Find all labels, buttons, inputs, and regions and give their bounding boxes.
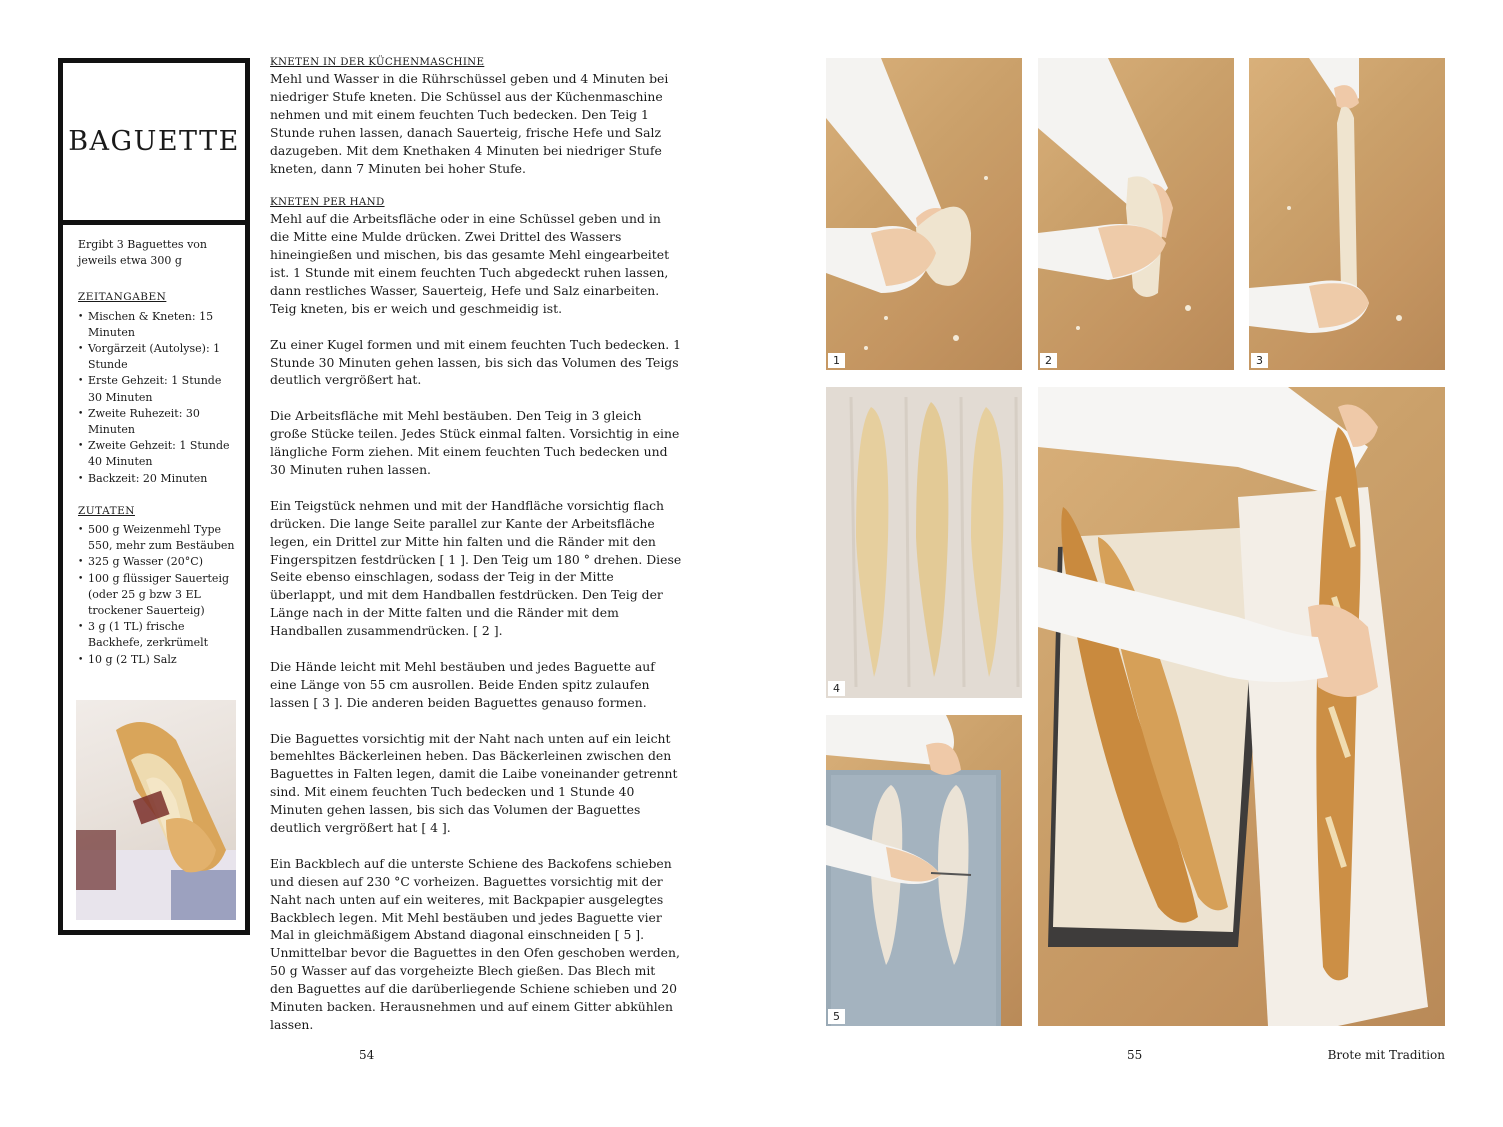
method-paragraph: Ein Backblech auf die unterste Schiene des Backofens schieben und diesen auf 230 °C vorheizen. Baguettes vorsichtig mit der Naht nach unten auf ein weiteres, mit Backpapier ausgelegtes Backblech legen. Mit Mehl bestäuben und jedes Baguette vier Mal in gleichmäßigem Abstand diagonal einschneiden [ 5 ]. Unmittelbar bevor die Baguettes in den Ofen geschoben werden, 50 g Wasser auf das vorgeheizte Blech gießen. Das Blech mit den Baguettes auf die darüberliegende Schiene schieben und 20 Minuten backen. Herausnehmen und auf einem Gitter abkühlen lassen. xyxy=(270,855,680,1033)
title-box xyxy=(58,58,250,225)
step-number-1: 1 xyxy=(828,353,845,368)
step-photo-4 xyxy=(826,387,1022,698)
step-photo-5 xyxy=(826,715,1022,1026)
list-item: • Mischen & Kneten: 15 Minuten xyxy=(78,309,235,341)
method-paragraph: Ein Teigstück nehmen und mit der Handfläche vorsichtig flach drücken. Die lange Seite parallel zur Kante der Arbeitsfläche legen, ein Drittel zur Mitte hin falten und die Ränder mit den Fingerspitzen festdrücken [ 1 ]. Den Teig um 180 ° drehen. Diese Seite ebenso einschlagen, sodass der Teig in der Mitte überlappt, und mit dem Handballen festdrücken. Den Teig der Länge nach in der Mitte falten und die Ränder mit dem Handballen zusammendrücken. [ 2 ]. xyxy=(270,497,682,639)
running-head: Brote mit Tradition xyxy=(1327,1048,1445,1062)
list-item: • 3 g (1 TL) frische Backhefe, zerkrümelt xyxy=(78,619,235,651)
list-item: • 10 g (2 TL) Salz xyxy=(78,652,235,668)
method-paragraph: Die Baguettes vorsichtig mit der Naht nach unten auf ein leicht bemehltes Bäckerleinen heben. Das Bäckerleinen zwischen den Baguettes in Falten legen, damit die Laibe voneinander getrennt sind. Mit einem feuchten Tuch bedecken und 1 Stunde 40 Minuten gehen lassen, bis sich das Volumen der Baguettes deutlich vergrößert hat [ 4 ]. xyxy=(270,730,678,836)
baguette-photo-small xyxy=(76,700,236,920)
ingredients-list xyxy=(78,522,235,668)
method-paragraph: Die Hände leicht mit Mehl bestäuben und jedes Baguette auf eine Länge von 55 cm ausrollen. Beide Enden spitz zulaufen lassen [ 3 ]. Die anderen beiden Baguettes genauso formen. xyxy=(270,658,655,710)
step-photo-3 xyxy=(1249,58,1445,370)
list-item: • Vorgärzeit (Autolyse): 1 Stunde xyxy=(78,341,235,373)
baguette-photo-large xyxy=(1038,387,1445,1026)
step-photo-2 xyxy=(1038,58,1234,370)
page-number-right: 55 xyxy=(1127,1048,1143,1062)
hand-heading: KNETEN PER HAND xyxy=(270,196,385,209)
machine-heading: KNETEN IN DER KÜCHENMASCHINE xyxy=(270,56,485,68)
list-item: • 500 g Weizenmehl Type 550, mehr zum Bestäuben xyxy=(78,522,235,554)
method-paragraph: Zu einer Kugel formen und mit einem feuchten Tuch bedecken. 1 Stunde 30 Minuten gehen lassen, bis sich das Volumen des Teigs deutlich vergrößert hat. xyxy=(270,336,682,388)
step-number-4: 4 xyxy=(828,681,845,696)
machine-text: Mehl und Wasser in die Rührschüssel geben und 4 Minuten bei niedriger Stufe kneten. Die Schüssel aus der Küchenmaschine nehmen und mit einem feuchten Tuch bedecken. Den Teig 1 Stunde ruhen lassen, danach Sauerteig, frische Hefe und Salz dazugeben. Mit dem Knethaken 4 Minuten bei niedriger Stufe kneten, dann 7 Minuten bei hoher Stufe. xyxy=(270,71,669,176)
times-heading: ZEITANGABEN xyxy=(78,291,167,304)
step-number-5: 5 xyxy=(828,1009,845,1024)
recipe-title: BAGUETTE xyxy=(68,126,240,157)
list-item: • 100 g flüssiger Sauerteig (oder 25 g bzw 3 EL trockener Sauerteig) xyxy=(78,571,235,620)
ingredients-heading: ZUTATEN xyxy=(78,504,135,517)
step-photo-1 xyxy=(826,58,1022,370)
yield-text: Ergibt 3 Baguettes von jeweils etwa 300 g xyxy=(78,238,207,268)
page-number-left: 54 xyxy=(359,1048,375,1062)
method-paragraph: Mehl auf die Arbeitsfläche oder in eine Schüssel geben und in die Mitte eine Mulde drücken. Zwei Drittel des Wassers hineingießen und mischen, bis das gesamte Mehl eingearbeitet ist. 1 Stunde mit einem feuchten Tuch abgedeckt ruhen lassen, dann restliches Wasser, Sauerteig, Hefe und Salz einarbeiten. Teig kneten, bis er weich und geschmeidig ist. xyxy=(270,211,670,316)
method-paragraph: Die Arbeitsfläche mit Mehl bestäuben. Den Teig in 3 gleich große Stücke teilen. Jedes Stück einmal falten. Vorsichtig in eine längliche Form ziehen. Mit einem feuchten Tuch bedecken und 30 Minuten ruhen lassen. xyxy=(270,408,680,477)
method-text xyxy=(270,55,682,1034)
list-item: • Zweite Gehzeit: 1 Stunde 40 Minuten xyxy=(78,438,235,470)
list-item: • Erste Gehzeit: 1 Stunde 30 Minuten xyxy=(78,373,235,405)
step-number-3: 3 xyxy=(1251,353,1268,368)
list-item: • Zweite Ruhezeit: 30 Minuten xyxy=(78,406,235,438)
times-list xyxy=(78,309,235,487)
list-item: • Backzeit: 20 Minuten xyxy=(78,471,235,487)
step-number-2: 2 xyxy=(1040,353,1057,368)
list-item: • 325 g Wasser (20°C) xyxy=(78,554,235,570)
